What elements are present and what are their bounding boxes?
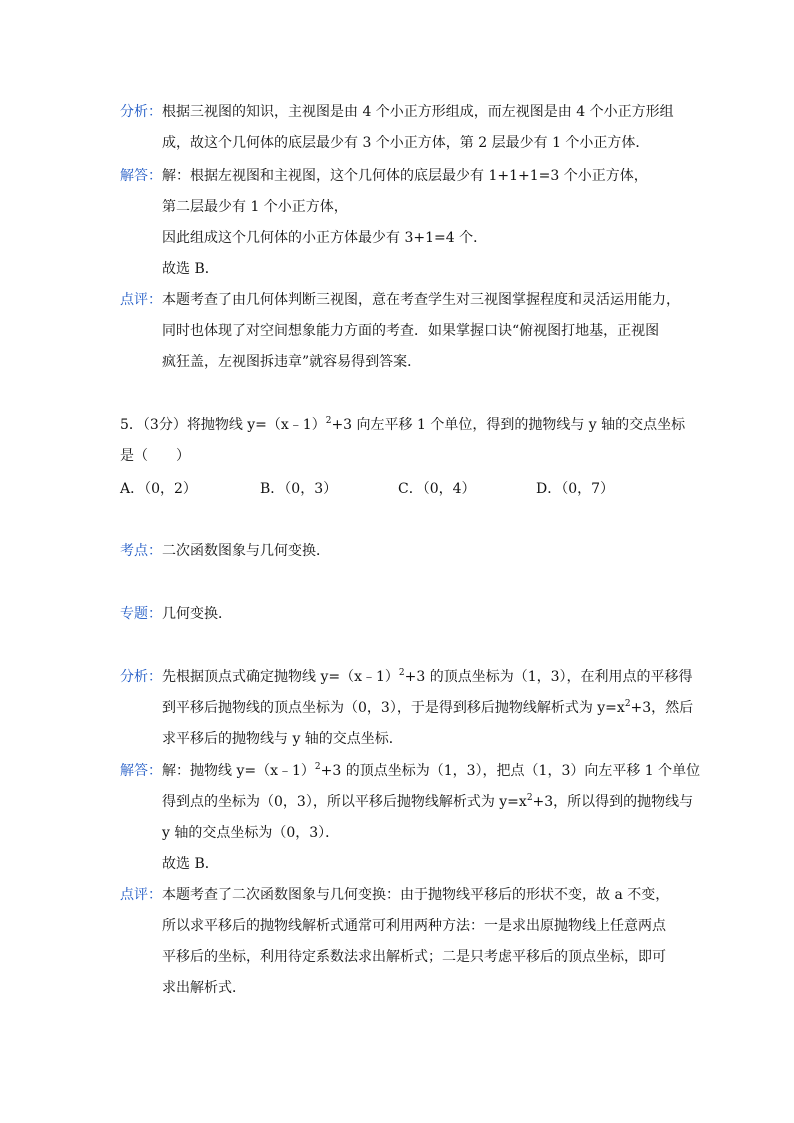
q5-option-b: B．（0，3） (260, 481, 338, 497)
kaodian-label: 考点： (120, 543, 162, 559)
q5-fenxi-line-2 (162, 698, 693, 718)
fenxi-label: 分析： (120, 104, 162, 120)
q5-dianping-line-1 (120, 885, 669, 905)
q5-fenxi-sup-2: 2 (624, 699, 631, 709)
q5-dianping-line-4: 求出解析式． (162, 980, 246, 996)
q5-stem-b: +3 向左平移 1 个单位，得到的抛物线与 y 轴的交点坐标 (331, 417, 686, 433)
q5-dianping-text-1: 本题考查了二次函数图象与几何变换：由于抛物线平移后的形状不变，故 a 不变， (162, 887, 670, 903)
q5-kaodian-line (120, 541, 330, 561)
prev-dianping-text-1: 本题考查了由几何体判断三视图，意在考查学生对三视图掌握程度和灵活运用能力， (162, 292, 680, 308)
q5-jieda-sup-1: 2 (314, 762, 321, 772)
zhuanti-label: 专题： (120, 606, 162, 622)
prev-dianping-line-1 (120, 290, 680, 310)
q5-fenxi-label: 分析： (120, 669, 162, 685)
prev-fenxi-text-1: 根据三视图的知识，主视图是由 4 个小正方形组成，而左视图是由 4 个小正方形组 (162, 104, 674, 120)
q5-stem-line-2: 是（ ） (120, 448, 190, 464)
q5-jieda-2a: 得到点的坐标为（0，3），所以平移后抛物线解析式为 y=x (162, 794, 527, 810)
prev-jieda-line-4: 故选 B． (162, 261, 219, 277)
prev-fenxi-line-1 (120, 102, 674, 122)
q5-jieda-line-4: 故选 B． (162, 856, 219, 872)
q5-option-a: A．（0，2） (120, 481, 197, 497)
q5-fenxi-line-3: 求平移后的抛物线与 y 轴的交点坐标． (162, 731, 403, 747)
prev-jieda-line-2: 第二层最少有 1 个小正方体， (162, 199, 348, 215)
q5-dianping-label: 点评： (120, 887, 162, 903)
prev-dianping-line-3: 疯狂盖，左视图拆违章”就容易得到答案． (162, 354, 422, 370)
q5-fenxi-line-1 (120, 667, 693, 687)
q5-zhuanti-line (120, 604, 232, 624)
q5-stem-a: 5．（3分）将抛物线 y=（x﹣1） (120, 417, 326, 433)
q5-jieda-1b: +3 的顶点坐标为（1，3），把点（1，3）向左平移 1 个单位 (320, 763, 701, 779)
q5-jieda-label: 解答： (120, 763, 162, 779)
prev-jieda-line-3: 因此组成这个几何体的小正方体最少有 3+1=4 个． (162, 230, 488, 246)
prev-dianping-line-2: 同时也体现了对空间想象能力方面的考查．如果掌握口诀“俯视图打地基，正视图 (162, 323, 660, 339)
q5-stem-line-1 (120, 415, 685, 435)
prev-fenxi-line-2: 成，故这个几何体的底层最少有 3 个小正方体，第 2 层最少有 1 个小正方体． (162, 135, 650, 151)
q5-jieda-sup-2: 2 (526, 793, 533, 803)
q5-fenxi-sup-1: 2 (398, 668, 405, 678)
q5-option-c: C．（0，4） (398, 481, 476, 497)
q5-fenxi-1b: +3 的顶点坐标为（1，3），在利用点的平移得 (404, 669, 693, 685)
q5-jieda-line-3: y 轴的交点坐标为（0，3）． (162, 825, 340, 841)
q5-jieda-line-2 (162, 792, 693, 812)
q5-dianping-line-2: 所以求平移后的抛物线解析式通常可利用两种方法：一是求出原抛物线上任意两点 (162, 918, 666, 934)
q5-kaodian-text: 二次函数图象与几何变换． (162, 543, 330, 559)
dianping-label: 点评： (120, 292, 162, 308)
prev-jieda-text-1: 解：根据左视图和主视图，这个几何体的底层最少有 1+1+1=3 个小正方体， (162, 168, 648, 184)
q5-zhuanti-text: 几何变换． (162, 606, 232, 622)
prev-jieda-line-1 (120, 166, 648, 186)
q5-fenxi-2a: 到平移后抛物线的顶点坐标为（0，3），于是得到移后抛物线解析式为 y=x (162, 700, 625, 716)
q5-stem-sup: 2 (325, 416, 332, 426)
jieda-label: 解答： (120, 168, 162, 184)
q5-jieda-2b: +3，所以得到的抛物线与 (532, 794, 694, 810)
q5-jieda-line-1 (120, 761, 700, 781)
q5-dianping-line-3: 平移后的坐标，利用待定系数法求出解析式；二是只考虑平移后的顶点坐标，即可 (162, 949, 666, 965)
q5-fenxi-1a: 先根据顶点式确定抛物线 y=（x﹣1） (162, 669, 399, 685)
q5-option-d: D．（0，7） (536, 481, 615, 497)
q5-fenxi-2b: +3，然后 (630, 700, 694, 716)
q5-jieda-1a: 解：抛物线 y=（x﹣1） (162, 763, 315, 779)
